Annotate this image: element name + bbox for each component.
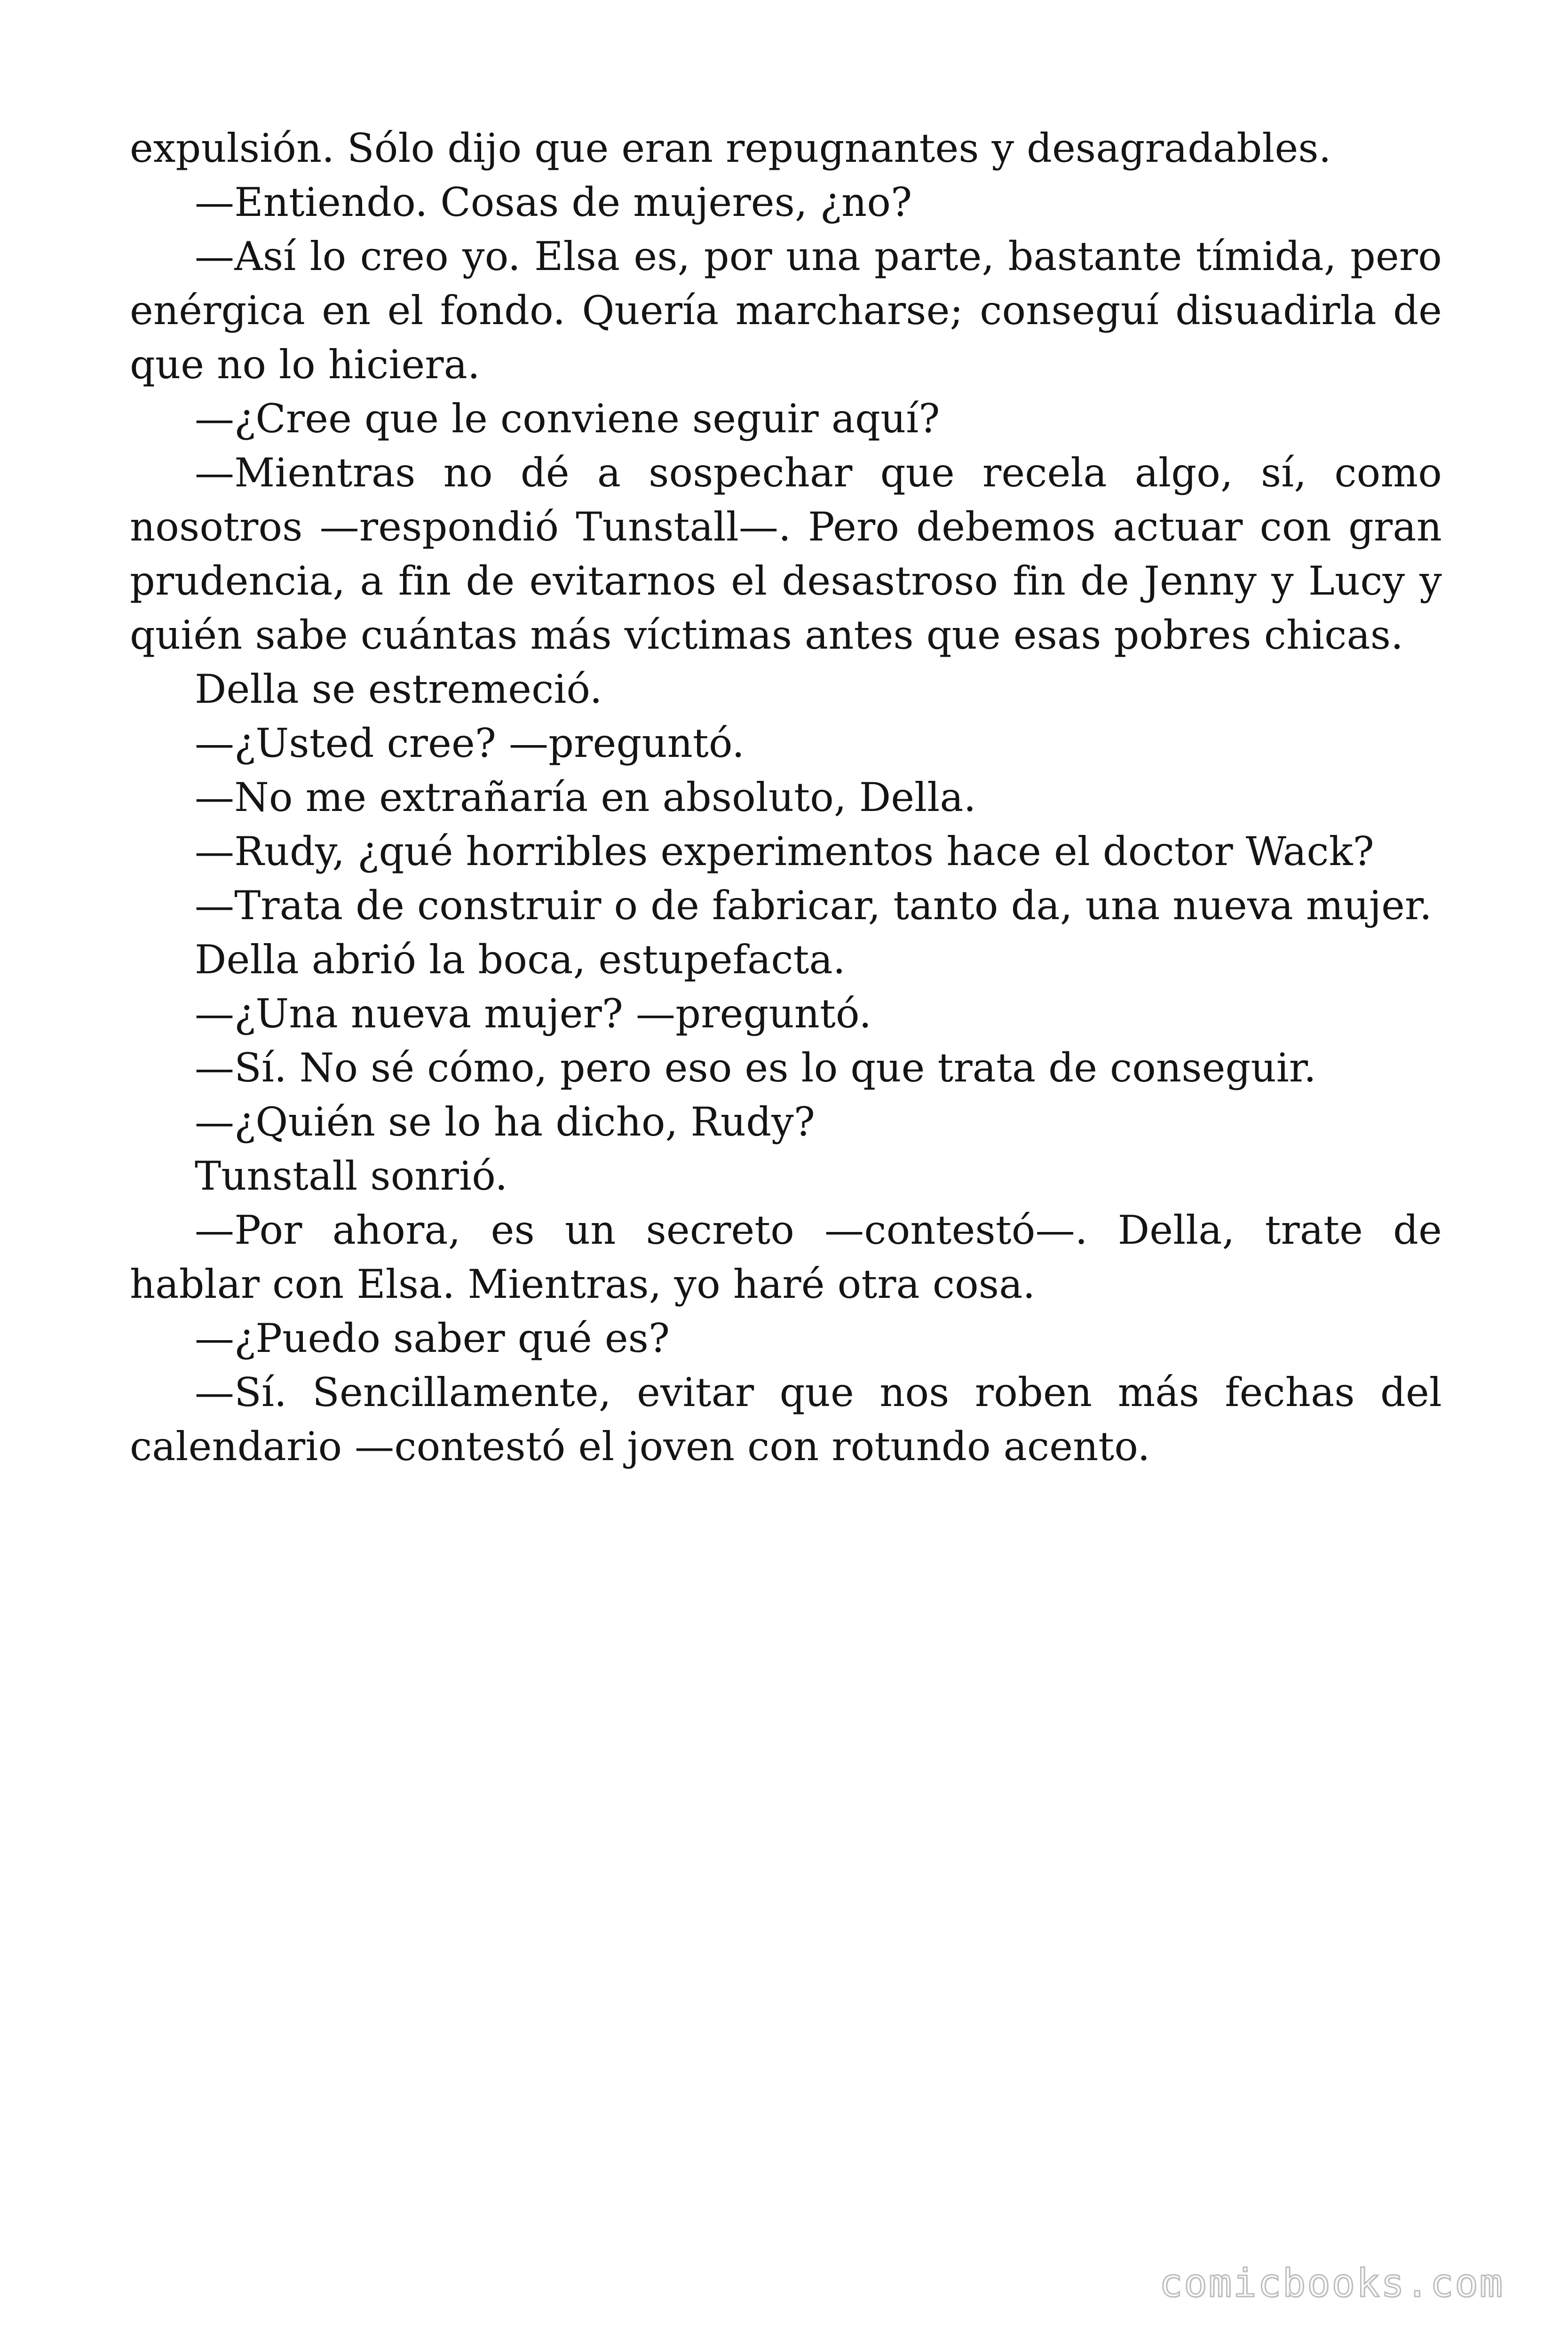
paragraph: —No me extrañaría en absoluto, Della.: [195, 774, 976, 820]
paragraph: —Por ahora, es un secreto —contestó—. Della, trate de hablar con Elsa. Mientras, yo haré otra cosa.: [130, 1207, 1442, 1307]
paragraph: Tunstall sonrió.: [195, 1153, 508, 1199]
paragraph: —Sí. No sé cómo, pero eso es lo que trata de conseguir.: [195, 1045, 1316, 1091]
watermark: comicbooks.com: [1159, 2261, 1505, 2306]
paragraph: —¿Una nueva mujer? —preguntó.: [195, 991, 872, 1037]
paragraph: —¿Usted cree? —preguntó.: [195, 720, 745, 766]
paragraph: —Entiendo. Cosas de mujeres, ¿no?: [195, 179, 912, 225]
paragraph: Della abrió la boca, estupefacta.: [195, 937, 846, 983]
page-body-text: [130, 121, 1442, 1474]
paragraph: —¿Cree que le conviene seguir aquí?: [195, 396, 940, 442]
paragraph: Della se estremeció.: [195, 666, 602, 712]
paragraph: —Rudy, ¿qué horribles experimentos hace el doctor Wack?: [195, 828, 1374, 874]
paragraph: —Así lo creo yo. Elsa es, por una parte, bastante tímida, pero enérgica en el fondo. Quería marcharse; conseguí disuadirla de que no lo hiciera.: [130, 233, 1442, 388]
paragraph: —Sí. Sencillamente, evitar que nos roben más fechas del calendario —contestó el joven con rotundo acento.: [130, 1369, 1442, 1470]
paragraph: expulsión. Sólo dijo que eran repugnantes y desagradables.: [130, 125, 1331, 171]
paragraph: —Mientras no dé a sospechar que recela algo, sí, como nosotros —respondió Tunstall—. Pero debemos actuar con gran prudencia, a fin de evitarnos el desastroso fin de Jenny y Lucy y quién sabe cuántas más víctimas antes que esas pobres chicas.: [130, 450, 1442, 658]
paragraph: —Trata de construir o de fabricar, tanto da, una nueva mujer.: [195, 882, 1433, 929]
paragraph: —¿Puedo saber qué es?: [195, 1315, 670, 1361]
paragraph: —¿Quién se lo ha dicho, Rudy?: [195, 1099, 816, 1145]
